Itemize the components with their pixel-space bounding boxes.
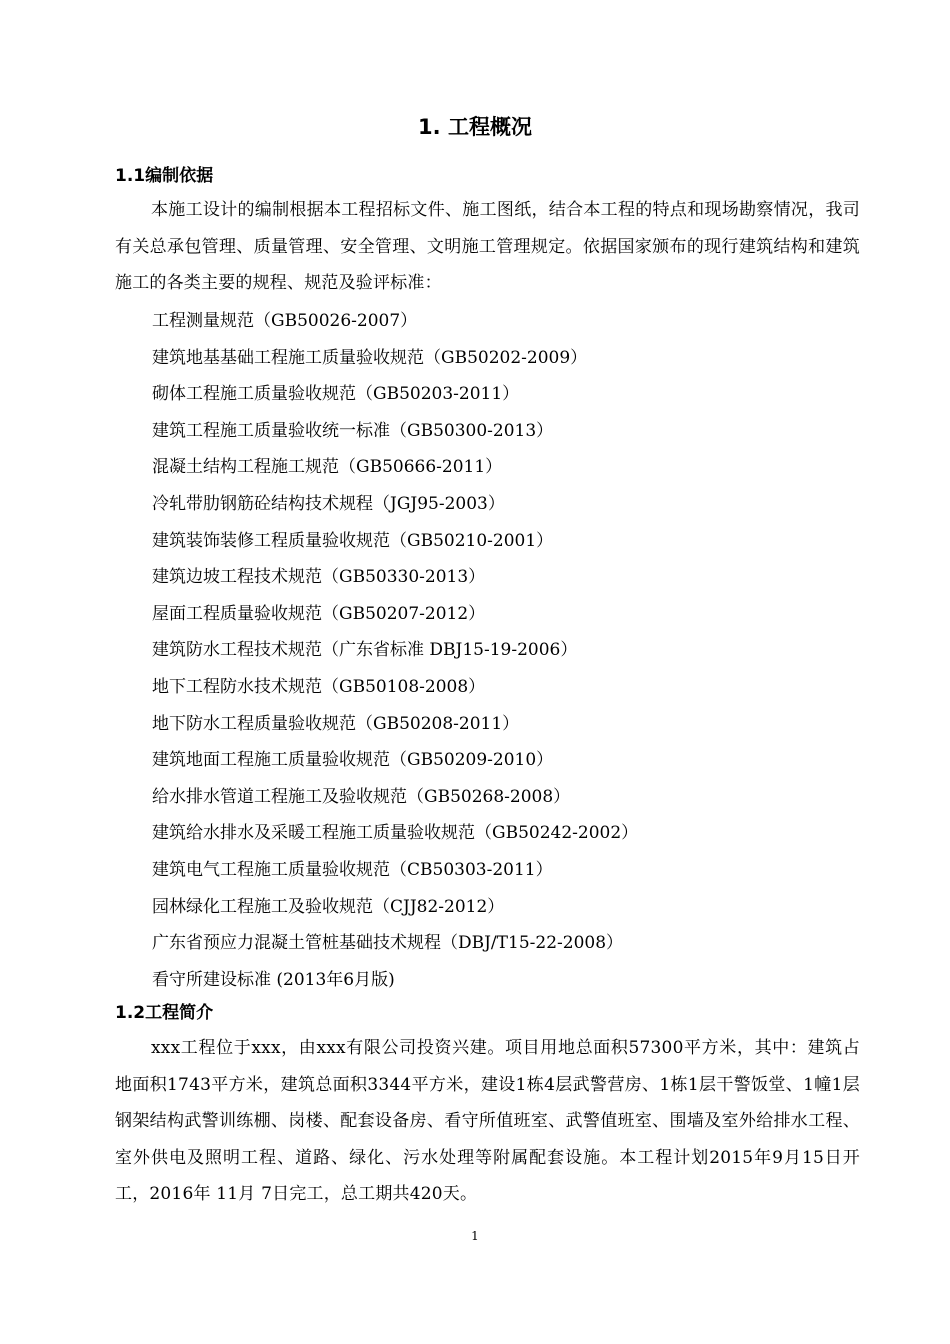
standard-item: 建筑边坡工程技术规范（GB50330-2013）: [152, 567, 486, 588]
section-heading-overview: 1.2工程简介: [115, 1003, 214, 1023]
standard-item: 建筑装饰装修工程质量验收规范（GB50210-2001）: [152, 530, 554, 551]
standard-item: 混凝土结构工程施工规范（GB50666-2011）: [152, 457, 503, 478]
standard-item: 建筑给水排水及采暖工程施工质量验收规范（GB50242-2002）: [152, 823, 639, 844]
basis-intro-paragraph: 本施工设计的编制根据本工程招标文件、施工图纸，结合本工程的特点和现场勘察情况，我司有关总承包管理、质量管理、安全管理、文明施工管理规定。依据国家颁布的现行建筑结构和建筑施工的各类主要的规程、规范及验评标准：: [115, 200, 860, 293]
page-number: 1: [471, 1229, 479, 1243]
standard-item: 建筑地面工程施工质量验收规范（GB50209-2010）: [152, 750, 554, 771]
chapter-title: 1. 工程概况: [418, 115, 532, 139]
standard-item: 地下工程防水技术规范（GB50108-2008）: [152, 676, 486, 697]
standard-item: 建筑地基基础工程施工质量验收规范（GB50202-2009）: [152, 347, 588, 368]
standard-item: 工程测量规范（GB50026-2007）: [152, 311, 418, 331]
standard-item: 广东省预应力混凝土管桩基础技术规程（DBJ/T15-22-2008）: [152, 933, 624, 954]
standard-item: 建筑防水工程技术规范（广东省标准 DBJ15-19-2006）: [152, 640, 578, 661]
standard-item: 给水排水管道工程施工及验收规范（GB50268-2008）: [152, 786, 571, 807]
standard-item: 看守所建设标准 (2013年6月版): [152, 969, 395, 990]
standard-item: 建筑电气工程施工质量验收规范（CB50303-2011）: [152, 859, 553, 880]
standard-item: 建筑工程施工质量验收统一标准（GB50300-2013）: [152, 420, 554, 441]
standard-item: 园林绿化工程施工及验收规范（CJJ82-2012）: [152, 896, 505, 917]
section-heading-basis: 1.1编制依据: [115, 166, 214, 186]
standard-item: 地下防水工程质量验收规范（GB50208-2011）: [152, 713, 520, 734]
standard-item: 冷轧带肋钢筋砼结构技术规程（JGJ95-2003）: [152, 493, 505, 514]
standard-item: 屋面工程质量验收规范（GB50207-2012）: [152, 603, 486, 624]
standards-list: [152, 305, 638, 1000]
standard-item: 砌体工程施工质量验收规范（GB50203-2011）: [152, 384, 520, 405]
project-overview-paragraph: xxx工程位于xxx，由xxx有限公司投资兴建。项目用地总面积57300平方米，其中：建筑占地面积1743平方米，建筑总面积3344平方米，建设1栋4层武警营房、1栋1层干警饭堂、1幢1层钢架结构武警训练棚、岗楼、配套设备房、看守所值班室、武警值班室、围墙及室外给排水工程、室外供电及照明工程、道路、绿化、污水处理等附属配套设施。本工程计划2015年9月15日开工，2016年 11月 7日完工，总工期共420天。: [115, 1038, 860, 1204]
